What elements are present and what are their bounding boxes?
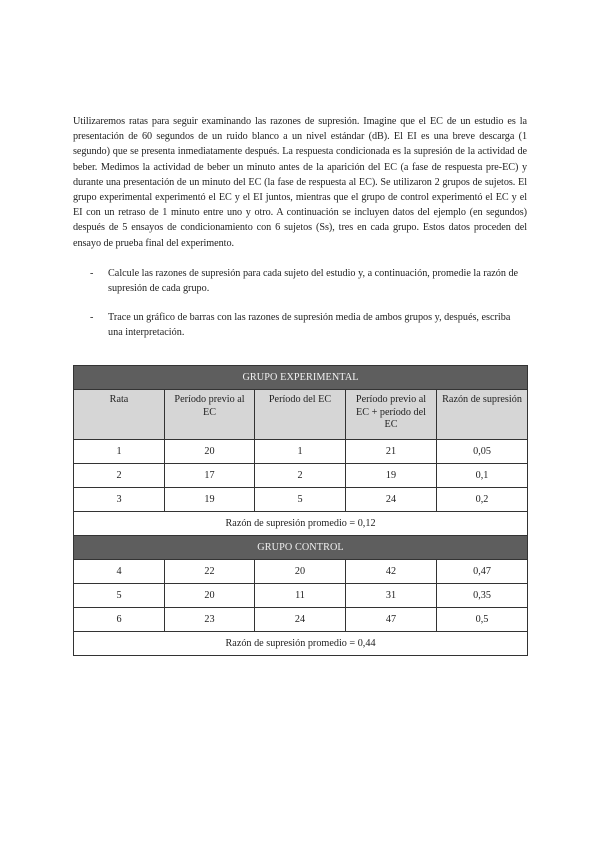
task-bullet: - [90,312,94,324]
table-cell: 0,1 [437,464,528,488]
table-cell: 0,5 [437,608,528,632]
table-cell: 0,47 [437,560,528,584]
table-cell: 31 [346,584,437,608]
table-cell: 22 [165,560,255,584]
column-header-suppression-ratio: Razón de supresión [437,390,528,440]
table-cell: 23 [165,608,255,632]
table-cell: 17 [165,464,255,488]
table-cell: 0,05 [437,440,528,464]
table-cell: 0,2 [437,488,528,512]
table-cell: 1 [74,440,165,464]
control-group-title: GRUPO CONTROL [74,536,528,560]
column-header-rat: Rata [74,390,165,440]
experimental-average-row [74,512,528,536]
table-cell: 20 [165,440,255,464]
table-cell: 19 [165,488,255,512]
table-row [74,464,528,488]
experimental-group-header-row [74,366,528,390]
column-header-pre-cs: Período previo al EC [165,390,255,440]
table-cell: 0,35 [437,584,528,608]
table-cell: 19 [346,464,437,488]
table-cell: 4 [74,560,165,584]
table-cell: 2 [255,464,346,488]
table-row [74,560,528,584]
table-row [74,440,528,464]
table-cell: 20 [255,560,346,584]
column-header-pre-plus-cs: Período previo al EC + período del EC [346,390,437,440]
task-text: Trace un gráfico de barras con las razones de supresión media de ambos grupos y, después, escriba una interpretación. [108,312,511,339]
control-average: Razón de supresión promedio = 0,44 [74,632,528,656]
task-item [73,266,527,296]
table-cell: 6 [74,608,165,632]
table-cell: 1 [255,440,346,464]
table-cell: 24 [346,488,437,512]
task-item [73,310,527,340]
table-cell: 42 [346,560,437,584]
intro-paragraph: Utilizaremos ratas para seguir examinando las razones de supresión. Imagine que el EC de un estudio es la presentación de 60 segundos de un ruido blanco a un nivel estándar (dB). El EI es una breve descarga (1 segundo) que se presenta inmediatamente después. La respuesta condicionada es la supresión de la actividad de beber. Medimos la actividad de beber un minuto antes de la aparición del EC (a fase de respuesta pre-EC) y durante una presentación de un minuto del EC (la fase de respuesta al EC). Se utilizaron 2 grupos de sujetos. El grupo experimental experimentó el EC y el EI juntos, mientras que el grupo de control experimentó el EC y el EI con un retraso de 1 minuto entre uno y otro. A continuación se incluyen datos del ejemplo (en segundos) después de 5 ensayos de condicionamiento con 6 sujetos (Ss), tres en cada grupo. Estos datos proceden del ensayo de prueba final del experimento. [73,116,527,249]
experimental-average: Razón de supresión promedio = 0,12 [74,512,528,536]
table-cell: 20 [165,584,255,608]
document-page [73,114,527,649]
table-cell: 5 [255,488,346,512]
table-cell: 47 [346,608,437,632]
table-cell: 11 [255,584,346,608]
task-list [73,266,527,341]
table-cell: 3 [74,488,165,512]
table-cell: 2 [74,464,165,488]
table-cell: 24 [255,608,346,632]
task-text: Calcule las razones de supresión para cada sujeto del estudio y, a continuación, promedie la razón de supresión de cada grupo. [108,267,519,295]
table-cell: 5 [74,584,165,608]
table-row [74,488,528,512]
table-row [74,584,528,608]
table-row [74,608,528,632]
task-bullet: - [90,267,94,279]
suppression-data-table [73,365,528,656]
experimental-group-title: GRUPO EXPERIMENTAL [74,366,528,390]
control-average-row [74,632,528,656]
table-cell: 21 [346,440,437,464]
column-header-row [74,390,528,440]
column-header-cs: Período del EC [255,390,346,440]
control-group-header-row [74,536,528,560]
